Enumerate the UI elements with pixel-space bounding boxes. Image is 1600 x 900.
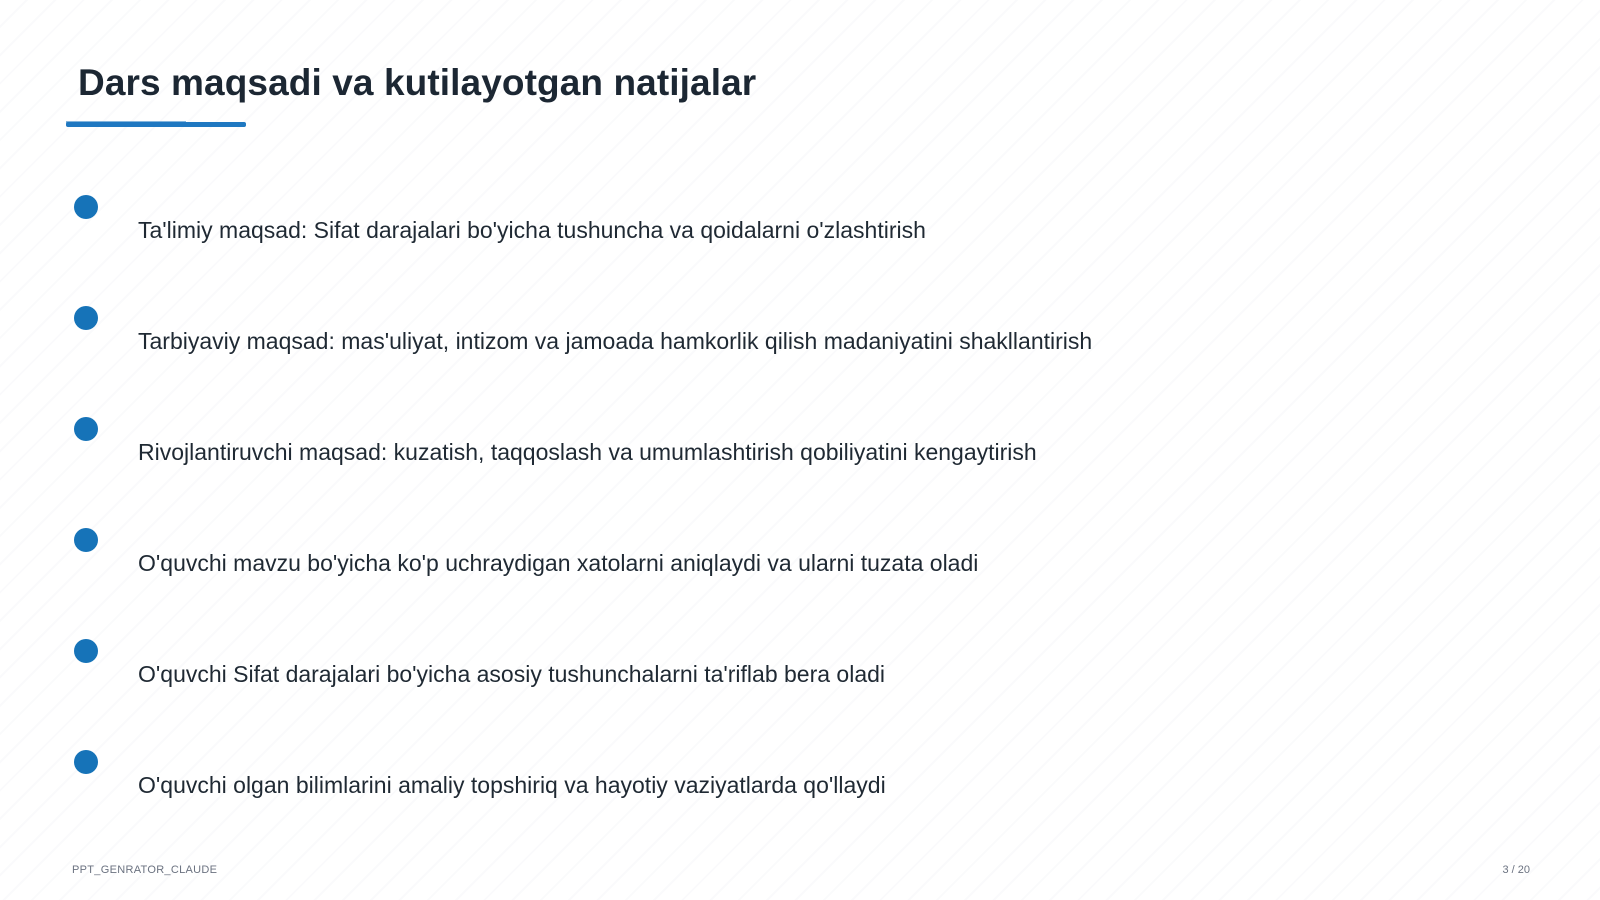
slide-title: Dars maqsadi va kutilayotgan natijalar (78, 62, 757, 103)
bullet-text: Rivojlantiruvchi maqsad: kuzatish, taqqoslash va umumlashtirish qobiliyatini kengaytirish (138, 439, 1037, 465)
bullet-item (0, 417, 1600, 507)
bullet-dot-icon (74, 528, 98, 552)
bullet-item (0, 195, 1600, 285)
bullet-text: O'quvchi mavzu bo'yicha ko'p uchraydigan xatolarni aniqlaydi va ularni tuzata oladi (138, 550, 979, 576)
bullet-item (0, 528, 1600, 618)
bullet-dot-icon (74, 639, 98, 663)
bullet-text: Tarbiyaviy maqsad: mas'uliyat, intizom va jamoada hamkorlik qilish madaniyatini shakllantirish (138, 328, 1093, 354)
bullet-item (0, 306, 1600, 396)
bullet-text: Ta'limiy maqsad: Sifat darajalari bo'yicha tushuncha va qoidalarni o'zlashtirish (138, 217, 926, 243)
bullet-dot-icon (74, 195, 98, 219)
bullet-item (0, 750, 1600, 840)
bullet-dot-icon (74, 417, 98, 441)
page-indicator: 3 / 20 (1502, 864, 1530, 876)
bullet-dot-icon (74, 750, 98, 774)
bullet-dot-icon (74, 306, 98, 330)
footer-source: PPT_GENRATOR_CLAUDE (72, 864, 218, 876)
bullet-text: O'quvchi olgan bilimlarini amaliy topshiriq va hayotiy vaziyatlarda qo'llaydi (138, 772, 886, 798)
bullet-item (0, 639, 1600, 729)
bullet-text: O'quvchi Sifat darajalari bo'yicha asosiy tushunchalarni ta'riflab bera oladi (138, 661, 886, 687)
